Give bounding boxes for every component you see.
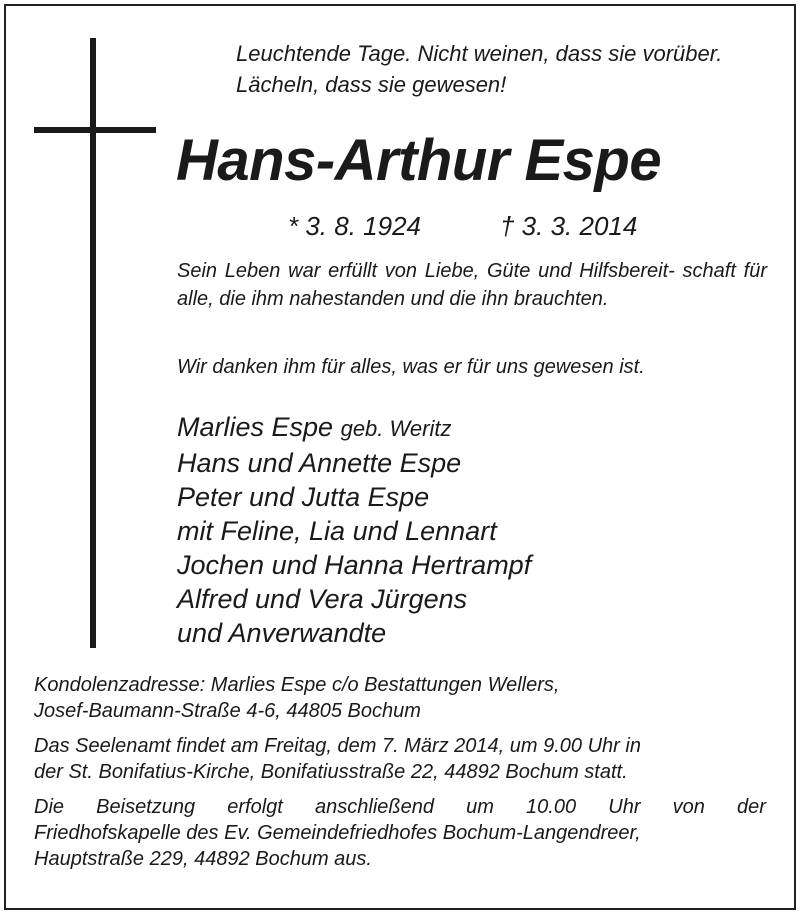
mourner-entry: Alfred und Vera Jürgens <box>177 584 468 614</box>
word: erfolgt <box>227 796 283 818</box>
tribute-line: brauchten. <box>513 288 609 310</box>
info-line-justified <box>34 794 766 820</box>
thanks-text: Wir danken ihm für alles, was er für uns gewesen ist. <box>177 356 645 378</box>
tribute-line: Sein Leben war erfüllt von Liebe, Güte und Hilfsbereit- <box>177 260 675 282</box>
word: anschließend <box>315 796 434 818</box>
info-line: Josef-Baumann-Straße 4-6, 44805 Bochum <box>34 700 421 722</box>
cross-horizontal-bar <box>34 127 156 133</box>
word: Uhr <box>608 796 641 818</box>
requiem-mass-info <box>34 733 766 785</box>
tribute-text <box>177 257 767 313</box>
birth-date: * 3. 8. 1924 <box>288 211 421 241</box>
death-date: † 3. 3. 2014 <box>500 211 638 241</box>
quote-line: Lächeln, dass sie gewesen! <box>236 72 507 97</box>
mourner-name: Marlies Espe <box>177 412 334 442</box>
epigraph-quote <box>236 38 722 100</box>
word: Die <box>34 796 65 818</box>
word: um <box>466 796 494 818</box>
mourner-entry <box>177 410 531 446</box>
maiden-name: geb. Weritz <box>340 416 452 441</box>
mourners-list <box>177 410 531 650</box>
deceased-name: Hans-Arthur Espe <box>176 128 662 193</box>
mourner-entry: Jochen und Hanna Hertrampf <box>177 550 532 580</box>
word: 10.00 <box>526 796 577 818</box>
info-line: Friedhofskapelle des Ev. Gemeindefriedhofes Bochum-Langendreer, <box>34 822 641 844</box>
burial-info <box>34 794 766 872</box>
tribute-line: schaft für alle, die ihm nahestanden und die ihn <box>177 260 767 310</box>
word: Beisetzung <box>96 796 196 818</box>
info-line: Hauptstraße 229, 44892 Bochum aus. <box>34 848 372 870</box>
mourner-entry: mit Feline, Lia und Lennart <box>177 516 497 546</box>
quote-line: Leuchtende Tage. Nicht weinen, dass sie vorüber. <box>236 41 723 66</box>
mourner-entry: Peter und Jutta Espe <box>177 482 430 512</box>
info-line: Das Seelenamt findet am Freitag, dem 7. März 2014, um 9.00 Uhr in <box>34 735 641 757</box>
info-line: der St. Bonifatius-Kirche, Bonifatiusstraße 22, 44892 Bochum statt. <box>34 761 628 783</box>
word: der <box>737 796 766 818</box>
word: von <box>672 796 705 818</box>
info-line: Kondolenzadresse: Marlies Espe c/o Bestattungen Wellers, <box>34 674 560 696</box>
condolence-address <box>34 672 766 724</box>
mourner-entry: und Anverwandte <box>177 618 387 648</box>
mourner-entry: Hans und Annette Espe <box>177 448 462 478</box>
